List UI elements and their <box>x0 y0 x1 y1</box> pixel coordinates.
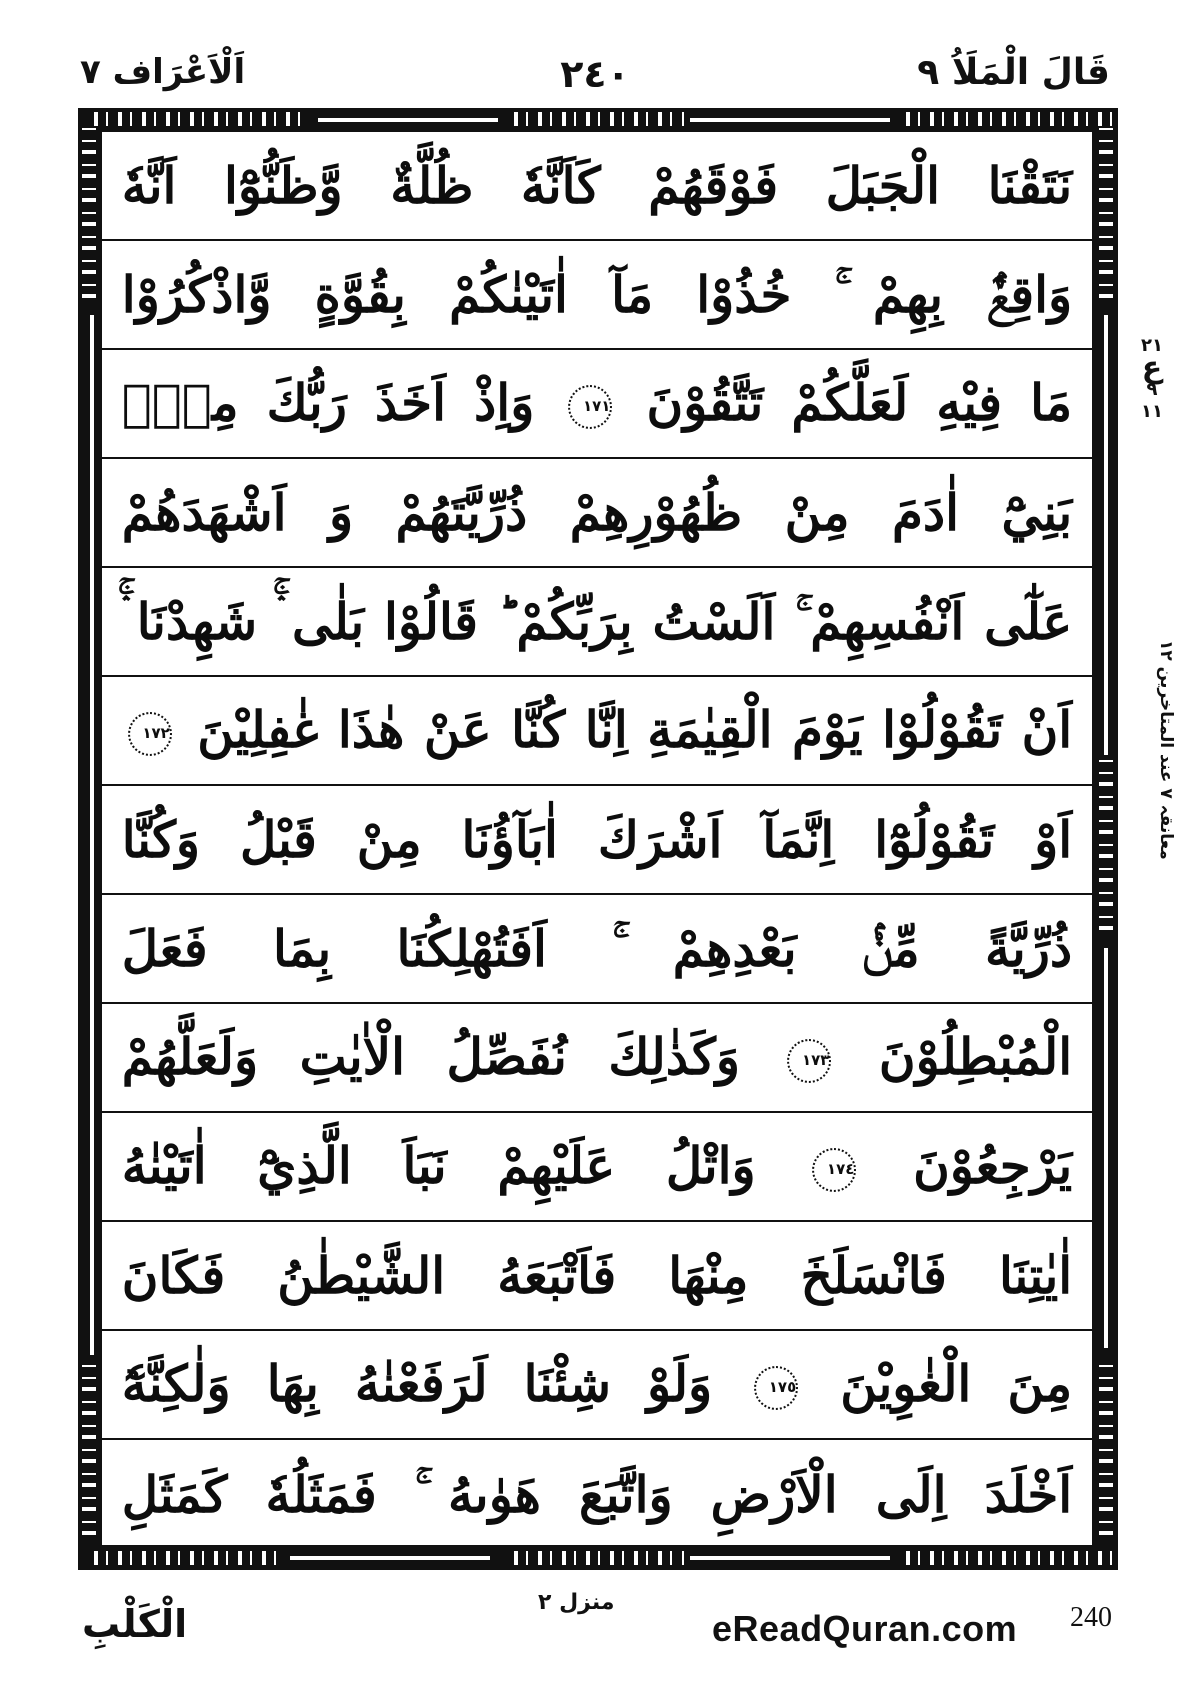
frame-rule-right-a <box>1104 315 1108 755</box>
line-text: بَنِيْٓ اٰدَمَ مِنْ ظُهُوْرِهِمْ ذُرِّيَّتَهُمْ وَ اَشْهَدَهُمْ <box>121 482 1073 542</box>
text-line-8 <box>102 895 1092 1004</box>
line-text-group <box>121 373 1073 432</box>
ayah-end-marker: ١٧٢ <box>128 712 172 756</box>
text-line-12 <box>102 1331 1092 1440</box>
line-text: مِنَ الْغٰوِيْنَ <box>840 1354 1073 1413</box>
line-text-group <box>121 1354 1073 1413</box>
frame-rule-left <box>90 315 94 1355</box>
ayah-end-marker: ١٧٤ <box>812 1148 856 1192</box>
catchword: الْكَلْبِ <box>82 1602 188 1646</box>
line-text: الْمُبْطِلُوْنَ <box>878 1027 1073 1086</box>
frame-ornament-right-bottom <box>1099 1365 1113 1545</box>
frame-rule-top-left <box>318 118 498 122</box>
line-text: نَتَقْنَا الْجَبَلَ فَوْقَهُمْ كَاَنَّهٗ ظُلَّةٌ وَّظَنُّوْٓا اَنَّهٗ <box>121 155 1073 215</box>
site-watermark: eReadQuran.com <box>712 1608 1018 1649</box>
line-text-after: وَكَذٰلِكَ نُفَصِّلُ الْاٰيٰتِ وَلَعَلَّهُمْ <box>121 1027 740 1086</box>
para-name: قَالَ الْمَلَاُ ٩ <box>917 52 1110 93</box>
ayah-end-marker: ١٧٣ <box>787 1039 831 1083</box>
line-text: اَوْ تَقُوْلُوْٓا اِنَّمَآ اَشْرَكَ اٰبَآؤُنَا مِنْ قَبْلُ وَكُنَّا <box>121 809 1073 869</box>
frame-rule-right-b <box>1104 948 1108 1348</box>
text-line-6 <box>102 677 1092 786</box>
text-line-2 <box>102 241 1092 350</box>
line-text: اٰيٰتِنَا فَانْسَلَخَ مِنْهَا فَاَتْبَعَهُ الشَّيْطٰنُ فَكَانَ <box>121 1245 1073 1305</box>
ruku-top-number: ٢١ <box>1141 335 1163 356</box>
text-block <box>100 130 1094 1547</box>
ruku-bottom-number: ١١ <box>1141 401 1163 422</box>
line-text: وَاقِعٌۢ بِهِمْ ۚ خُذُوْا مَآ اٰتَيْنٰكُمْ بِقُوَّةٍ وَّاذْكُرُوْا <box>121 264 1073 324</box>
ruku-symbol: ع <box>1141 350 1163 385</box>
line-text: عَلٰٓى اَنْفُسِهِمْ ۚ اَلَسْتُ بِرَبِّكُمْ ؕ قَالُوْا بَلٰى ۛۚ شَهِدْنَا ۛۚ <box>121 591 1073 651</box>
frame-ornament-bottom-left <box>84 1551 284 1565</box>
frame-ornament-left-top <box>82 128 96 308</box>
text-line-4 <box>102 459 1092 568</box>
frame-rule-top-right <box>690 118 890 122</box>
frame-ornament-left-bottom <box>82 1365 96 1545</box>
frame-ornament-bottom-right <box>896 1551 1112 1565</box>
text-line-1 <box>102 132 1092 241</box>
line-text-after: وَلَوْ شِئْنَا لَرَفَعْنٰهُ بِهَا وَلٰكِنَّهٗٓ <box>121 1354 713 1413</box>
line-text-group <box>122 700 1073 759</box>
frame-ornament-top-left <box>84 112 304 126</box>
manzil-label: منزل ٢ <box>538 1590 615 1615</box>
frame-rule-bottom-right <box>690 1556 890 1560</box>
text-line-7 <box>102 786 1092 895</box>
frame-rule-bottom-left <box>290 1556 490 1560</box>
text-line-10 <box>102 1113 1092 1222</box>
frame-ornament-right-mid <box>1099 760 1113 940</box>
ayah-end-marker: ١٧٥ <box>754 1366 798 1410</box>
line-text-after: وَاتْلُ عَلَيْهِمْ نَبَاَ الَّذِيْٓ اٰتَيْنٰهُ <box>121 1136 756 1195</box>
frame-ornament-bottom-center <box>504 1551 684 1565</box>
line-text: مَا فِيْهِ لَعَلَّكُمْ تَتَّقُوْنَ <box>646 373 1073 432</box>
ruku-mid-number: ٩ <box>1146 379 1158 400</box>
line-text-group <box>121 1027 1073 1086</box>
ruku-marker <box>1132 335 1172 423</box>
line-text-group <box>121 1136 1073 1195</box>
line-text: اَخْلَدَ اِلَى الْاَرْضِ وَاتَّبَعَ هَوٰىهُ ۚ فَمَثَلُهٗ كَمَثَلِ <box>121 1464 1073 1524</box>
page-number-arabic: ٢٤٠ <box>560 52 630 96</box>
text-line-13 <box>102 1440 1092 1549</box>
text-line-5 <box>102 568 1092 677</box>
line-text: اَنْ تَقُوْلُوْا يَوْمَ الْقِيٰمَةِ اِنَّا كُنَّا عَنْ هٰذَا غٰفِلِيْنَ <box>197 700 1073 759</box>
page-number: 240 <box>1070 1602 1112 1633</box>
frame-ornament-top-center <box>504 112 684 126</box>
text-line-3 <box>102 350 1092 459</box>
waqf-margin-note: معانقہ ۷ عند المتاخرین ۱۲ <box>1156 640 1176 860</box>
line-text: ذُرِّيَّةً مِّنْۢ بَعْدِهِمْ ۚ اَفَتُهْلِكُنَا بِمَا فَعَلَ <box>121 918 1073 978</box>
surah-name: اَلْاَعْرَاف ٧ <box>80 52 246 92</box>
frame-ornament-right-top <box>1099 128 1113 308</box>
line-text-after: وَاِذْ اَخَذَ رَبُّكَ مِنْۢ <box>121 373 535 432</box>
line-text: يَرْجِعُوْنَ <box>913 1136 1073 1195</box>
text-line-9 <box>102 1004 1092 1113</box>
text-line-11 <box>102 1222 1092 1331</box>
ayah-end-marker: ١٧١ <box>568 385 612 429</box>
frame-ornament-top-right <box>896 112 1112 126</box>
